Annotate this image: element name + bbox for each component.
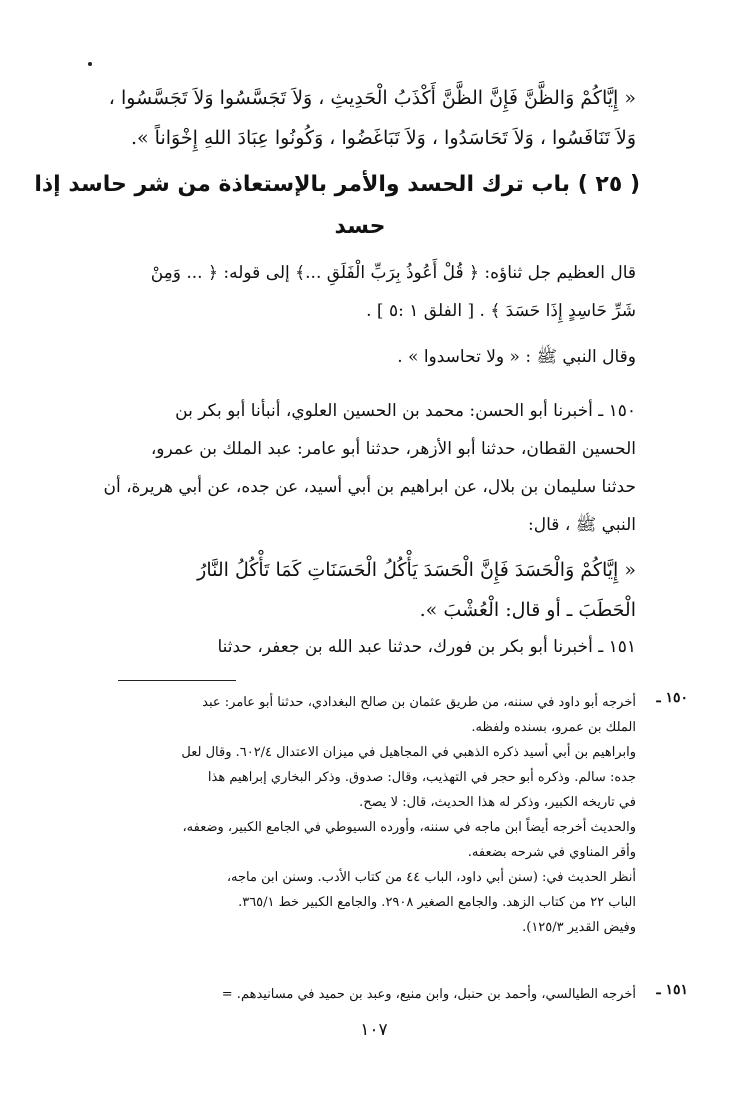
text-line: وَلاَ تَنَافَسُوا ، وَلاَ تَحَاسَدُوا ، وَلاَ تَبَاغَضُوا ، وَكُونُوا عِبَادَ اللهِ إِخْوَاناً ».: [130, 127, 636, 149]
heading-line: حسد: [334, 214, 386, 239]
hadith-151: [88, 628, 636, 666]
text-line: « إِيَّاكُمْ وَالظَّنَّ فَإِنَّ الظَّنَّ أَكْذَبُ الْحَدِيثِ ، وَلاَ تَجَسَّسُوا وَلاَ تَجَسَّسُوا ،: [108, 87, 636, 109]
footnote-number: ١٥٠ ـ: [656, 690, 688, 706]
hadith-quote-top: [88, 78, 636, 158]
footnote-line: في تاريخه الكبير، وذكر له هذا الحديث، قال: لا يصح.: [359, 795, 636, 810]
footnote-line: وأقر المناوي في شرحه بضعفه.: [467, 845, 636, 860]
text-line: النبي ﷺ ، قال:: [528, 515, 636, 535]
hadith-quote-line: « إِيَّاكُمْ وَالْحَسَدَ فَإِنَّ الْحَسَدَ يَأْكُلُ الْحَسَنَاتِ كَمَا تَأْكُلُ النَّارُ: [197, 559, 636, 581]
text-line: ١٥١ ـ أخبرنا أبو بكر بن فورك، حدثنا عبد الله بن جعفر، حدثنا: [217, 637, 636, 657]
footnote-line: الملك بن عمرو، بسنده ولفظه.: [471, 720, 636, 735]
text-line: وقال النبي ﷺ : « ولا تحاسدوا » .: [397, 347, 636, 367]
heading-line: ( ٢٥ ) باب ترك الحسد والأمر بالإستعاذة من شر حاسد إذا: [34, 172, 640, 197]
text-line: قال العظيم جل ثناؤه: ﴿ قُلْ أَعُوذُ بِرَبِّ الْفَلَقِ ...﴾ إلى قوله: ﴿ ... وَمِنْ: [150, 263, 636, 283]
page-mark: [88, 62, 92, 66]
footnote-number: ١٥١ ـ: [656, 982, 688, 998]
hadith-150: [88, 392, 636, 630]
footnote-line: جده: سالم. وذكره أبو حجر في التهذيب، وقال: صدوق. وذكر البخاري إبراهيم هذا: [207, 770, 636, 785]
footnote-line: أخرجه الطيالسي، وأحمد بن حنبل، وابن منيع، وعبد بن حميد في مسانيدهم. =: [221, 987, 636, 1002]
footnote-150: [84, 690, 636, 940]
chapter-intro: [88, 254, 636, 376]
footnote-line: أخرجه أبو داود في سننه، من طريق عثمان بن صالح البغدادي، حدثنا أبو عامر: عبد: [202, 695, 636, 710]
footnote-151: [84, 982, 636, 1007]
footnote-line: والحديث أخرجه أيضاً ابن ماجه في سننه، وأورده السيوطي في الجامع الكبير، وضعفه،: [182, 820, 636, 835]
footnote-line: الباب ٢٢ من كتاب الزهد. والجامع الصغير ٢٩٠٨. والجامع الكبير خط ٣٦٥/١.: [238, 895, 636, 910]
text-line: الحسين القطان، حدثنا أبو الأزهر، حدثنا أبو عامر: عبد الملك بن عمرو،: [150, 439, 636, 459]
hadith-quote-line: الْحَطَبَ ـ أو قال: الْعُشْبَ ».: [419, 599, 636, 621]
text-line: ١٥٠ ـ أخبرنا أبو الحسن: محمد بن الحسين العلوي، أنبأنا أبو بكر بن: [175, 401, 636, 421]
footnote-line: أنظر الحديث في: (سنن أبي داود، الباب ٤٤ من كتاب الأدب. وسنن ابن ماجه،: [226, 870, 636, 885]
footnote-line: وفيض القدير ١٢٥/٣).: [522, 920, 636, 935]
footnote-separator: [118, 680, 236, 681]
text-line: حدثنا سليمان بن بلال، عن ابراهيم بن أبي أسيد، عن جده، عن أبي هريرة، أن: [103, 477, 636, 497]
footnote-line: وابراهيم بن أبي أسيد ذكره الذهبي في المجاهيل في ميزان الاعتدال ٦٠٢/٤. وقال لعل: [181, 745, 636, 760]
page-number: ١٠٧: [360, 1020, 388, 1040]
text-line: شَرِّ حَاسِدٍ إِذَا حَسَدَ ﴾ . [ الفلق ١ :٥ ] .: [366, 301, 636, 321]
chapter-heading: [34, 164, 640, 248]
